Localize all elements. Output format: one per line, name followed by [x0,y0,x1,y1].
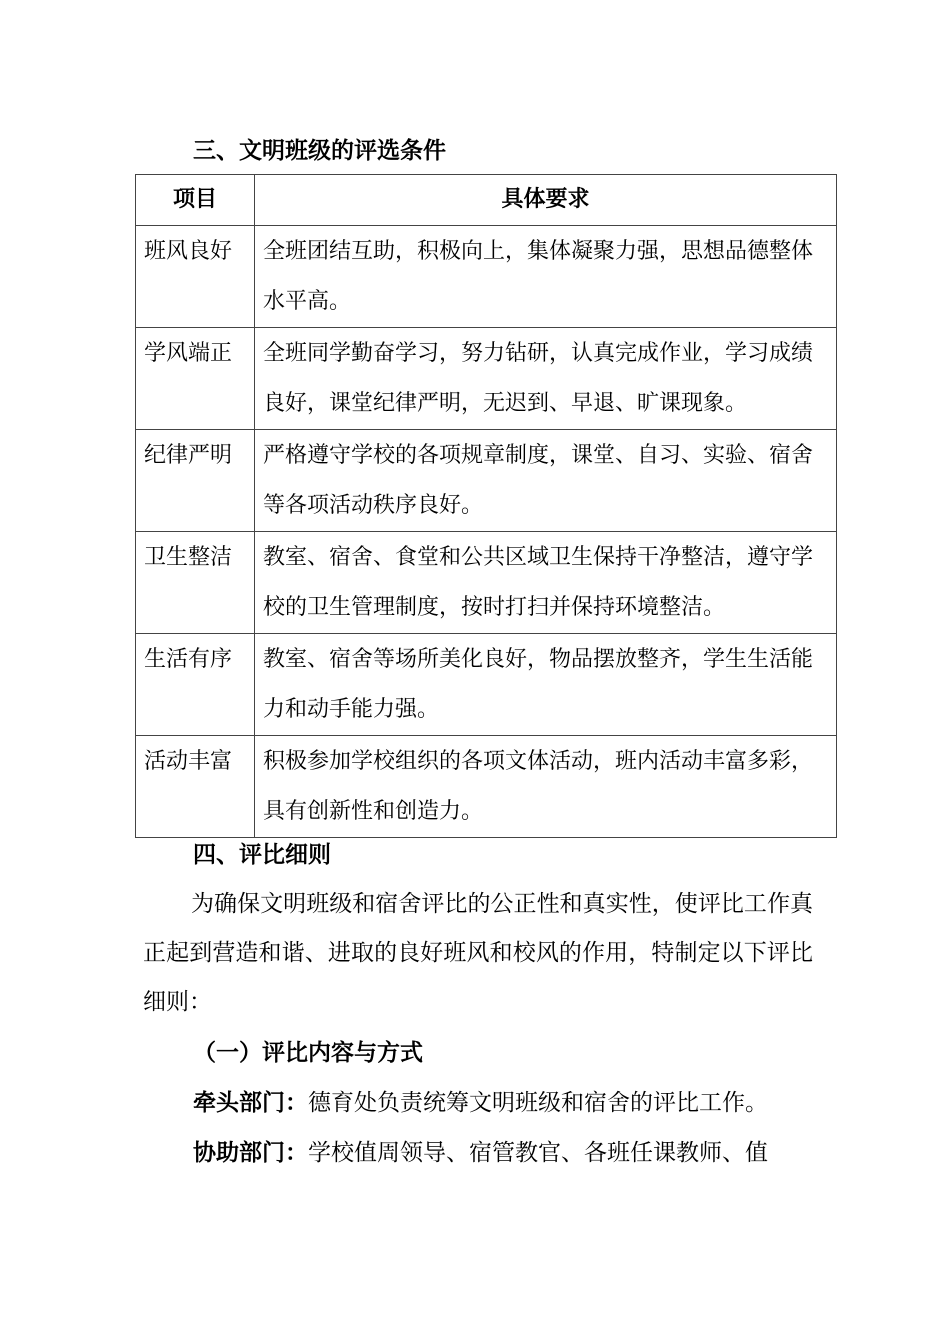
row-item: 活动丰富 [136,736,255,838]
table-row [136,430,837,532]
row-desc: 教室、宿舍、食堂和公共区域卫生保持干净整洁，遵守学校的卫生管理制度，按时打扫并保持环境整洁。 [255,532,837,634]
lead-department-text: 德育处负责统筹文明班级和宿舍的评比工作。 [308,1090,768,1116]
row-desc: 教室、宿舍等场所美化良好，物品摆放整齐，学生生活能力和动手能力强。 [255,634,837,736]
section-3-heading: 三、文明班级的评选条件 [193,138,446,164]
assist-department-line [193,1138,768,1168]
lead-department-line [193,1088,768,1118]
row-desc: 积极参加学校组织的各项文体活动，班内活动丰富多彩，具有创新性和创造力。 [255,736,837,838]
assist-department-text: 学校值周领导、宿管教官、各班任课教师、值 [308,1140,768,1166]
row-desc: 严格遵守学校的各项规章制度，课堂、自习、实验、宿舍等各项活动秩序良好。 [255,430,837,532]
table-header-row [136,175,837,226]
table-row [136,226,837,328]
table-row [136,736,837,838]
header-requirements: 具体要求 [255,175,837,226]
table-row [136,634,837,736]
row-item: 班风良好 [136,226,255,328]
section-4-heading: 四、评比细则 [193,842,331,868]
section-4-paragraph: 为确保文明班级和宿舍评比的公正性和真实性，使评比工作真正起到营造和谐、进取的良好班风和校风的作用，特制定以下评比细则： [143,891,813,1015]
table-row [136,328,837,430]
header-item: 项目 [136,175,255,226]
row-item: 纪律严明 [136,430,255,532]
row-desc: 全班团结互助，积极向上，集体凝聚力强，思想品德整体水平高。 [255,226,837,328]
row-item: 生活有序 [136,634,255,736]
selection-criteria-table [135,174,837,838]
subsection-1-heading: （一）评比内容与方式 [193,1040,423,1066]
table-row [136,532,837,634]
assist-department-label: 协助部门： [193,1140,308,1166]
row-item: 学风端正 [136,328,255,430]
row-item: 卫生整洁 [136,532,255,634]
row-desc: 全班同学勤奋学习，努力钻研，认真完成作业，学习成绩良好，课堂纪律严明，无迟到、早退、旷课现象。 [255,328,837,430]
lead-department-label: 牵头部门： [193,1090,308,1116]
